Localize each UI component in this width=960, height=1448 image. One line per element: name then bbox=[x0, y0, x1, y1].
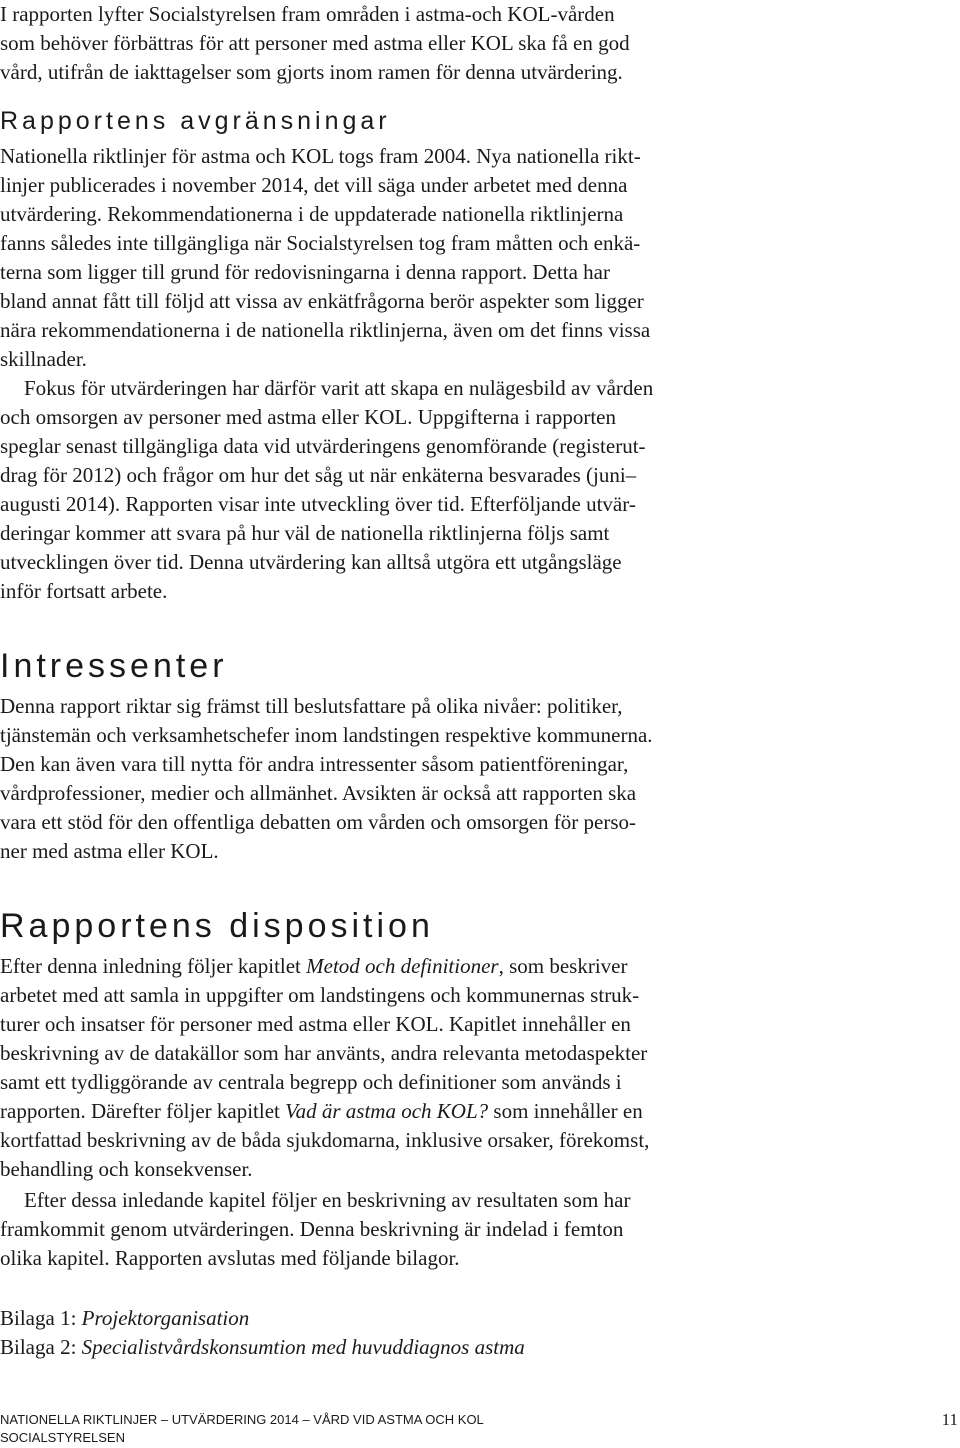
text-line: och omsorgen av personer med astma eller KOL. Uppgifterna i rapporten bbox=[0, 405, 616, 429]
text-fragment: som innehåller en bbox=[488, 1099, 643, 1123]
text-line: ner med astma eller KOL. bbox=[0, 839, 219, 863]
chapter-title-vad-ar-astma: Vad är astma och KOL? bbox=[285, 1099, 489, 1123]
appendix-list bbox=[0, 1304, 960, 1362]
intro-paragraph bbox=[0, 0, 960, 87]
section-heading-disposition: Rapportens disposition bbox=[0, 907, 434, 945]
appendix-item bbox=[0, 1333, 960, 1362]
chapter-title-metod: Metod och definitioner bbox=[306, 954, 499, 978]
text-line: beskrivning av de datakällor som har använts, andra relevanta metodaspekter bbox=[0, 1041, 648, 1065]
footer-running-title: NATIONELLA RIKTLINJER – UTVÄRDERING 2014 – VÅRD VID ASTMA OCH KOL bbox=[0, 1412, 484, 1427]
text-line: augusti 2014). Rapporten visar inte utveckling över tid. Efterföljande utvär- bbox=[0, 492, 636, 516]
text-line: drag för 2012) och frågor om hur det såg ut när enkäterna besvarades (juni– bbox=[0, 463, 637, 487]
text-line: fanns således inte tillgängliga när Socialstyrelsen tog fram måtten och enkä- bbox=[0, 231, 641, 255]
appendix-item bbox=[0, 1304, 960, 1333]
appendix-title: Projektorganisation bbox=[81, 1306, 250, 1330]
paragraph-avgransningar-2 bbox=[0, 374, 960, 606]
text-line: turer och insatser för personer med astma eller KOL. Kapitlet innehåller en bbox=[0, 1012, 631, 1036]
paragraph-avgransningar-1 bbox=[0, 142, 960, 374]
text-line: inför fortsatt arbete. bbox=[0, 579, 168, 603]
text-line: bland annat fått till följd att vissa av enkätfrågorna berör aspekter som ligger bbox=[0, 289, 644, 313]
text-line: vård, utifrån de iakttagelser som gjorts inom ramen för denna utvärdering. bbox=[0, 60, 623, 84]
page-footer bbox=[0, 1411, 960, 1447]
text-line: terna som ligger till grund för redovisningarna i denna rapport. Detta har bbox=[0, 260, 610, 284]
text-fragment: , som beskriver bbox=[498, 954, 628, 978]
text-line: kortfattad beskrivning av de båda sjukdomarna, inklusive orsaker, förekomst, bbox=[0, 1128, 650, 1152]
text-line: olika kapitel. Rapporten avslutas med följande bilagor. bbox=[0, 1246, 460, 1270]
text-line: skillnader. bbox=[0, 347, 87, 371]
text-line bbox=[0, 952, 960, 981]
paragraph-intressenter bbox=[0, 692, 960, 866]
section-heading-avgransningar: Rapportens avgränsningar bbox=[0, 107, 391, 135]
text-line: vara ett stöd för den offentliga debatten om vården och omsorgen för perso- bbox=[0, 810, 637, 834]
text-line: som behöver förbättras för att personer med astma eller KOL ska få en god bbox=[0, 31, 630, 55]
text-line: Fokus för utvärderingen har därför varit att skapa en nulägesbild av vården bbox=[24, 376, 654, 400]
page-number: 11 bbox=[941, 1410, 958, 1429]
text-line: Denna rapport riktar sig främst till beslutsfattare på olika nivåer: politiker, bbox=[0, 694, 623, 718]
text-line: arbetet med att samla in uppgifter om landstingens och kommunernas struk- bbox=[0, 983, 640, 1007]
text-line: linjer publicerades i november 2014, det vill säga under arbetet med denna bbox=[0, 173, 628, 197]
text-line: tjänstemän och verksamhetschefer inom landstingen respektive kommunerna. bbox=[0, 723, 653, 747]
paragraph-disposition-1 bbox=[0, 952, 960, 1184]
text-line: vårdprofessioner, medier och allmänhet. Avsikten är också att rapporten ska bbox=[0, 781, 637, 805]
text-line: Efter dessa inledande kapitel följer en beskrivning av resultaten som har bbox=[24, 1188, 631, 1212]
text-line: deringar kommer att svara på hur väl de nationella riktlinjerna följs samt bbox=[0, 521, 610, 545]
text-fragment: rapporten. Därefter följer kapitlet bbox=[0, 1099, 286, 1123]
text-line: Den kan även vara till nytta för andra intressenter såsom patientföreningar, bbox=[0, 752, 629, 776]
footer-publisher: SOCIALSTYRELSEN bbox=[0, 1430, 125, 1445]
text-line: framkommit genom utvärderingen. Denna beskrivning är indelad i femton bbox=[0, 1217, 624, 1241]
section-heading-intressenter: Intressenter bbox=[0, 647, 228, 685]
text-line: speglar senast tillgängliga data vid utvärderingens genomförande (registerut- bbox=[0, 434, 646, 458]
appendix-label: Bilaga 1: bbox=[0, 1306, 82, 1330]
text-line: nära rekommendationerna i de nationella riktlinjerna, även om det finns vissa bbox=[0, 318, 651, 342]
appendix-label: Bilaga 2: bbox=[0, 1335, 82, 1359]
text-fragment: Efter denna inledning följer kapitlet bbox=[0, 954, 307, 978]
text-line: utvärdering. Rekommendationerna i de uppdaterade nationella riktlinjerna bbox=[0, 202, 624, 226]
text-line: samt ett tydliggörande av centrala begrepp och definitioner som används i bbox=[0, 1070, 622, 1094]
text-line: I rapporten lyfter Socialstyrelsen fram områden i astma-och KOL-vården bbox=[0, 2, 615, 26]
text-line: Nationella riktlinjer för astma och KOL togs fram 2004. Nya nationella rikt- bbox=[0, 144, 641, 168]
text-line: utvecklingen över tid. Denna utvärdering kan alltså utgöra ett utgångsläge bbox=[0, 550, 622, 574]
text-line: behandling och konsekvenser. bbox=[0, 1157, 253, 1181]
text-line bbox=[0, 1097, 960, 1126]
paragraph-disposition-2 bbox=[0, 1186, 960, 1273]
appendix-title: Specialistvårdskonsumtion med huvuddiagnos astma bbox=[81, 1335, 525, 1359]
